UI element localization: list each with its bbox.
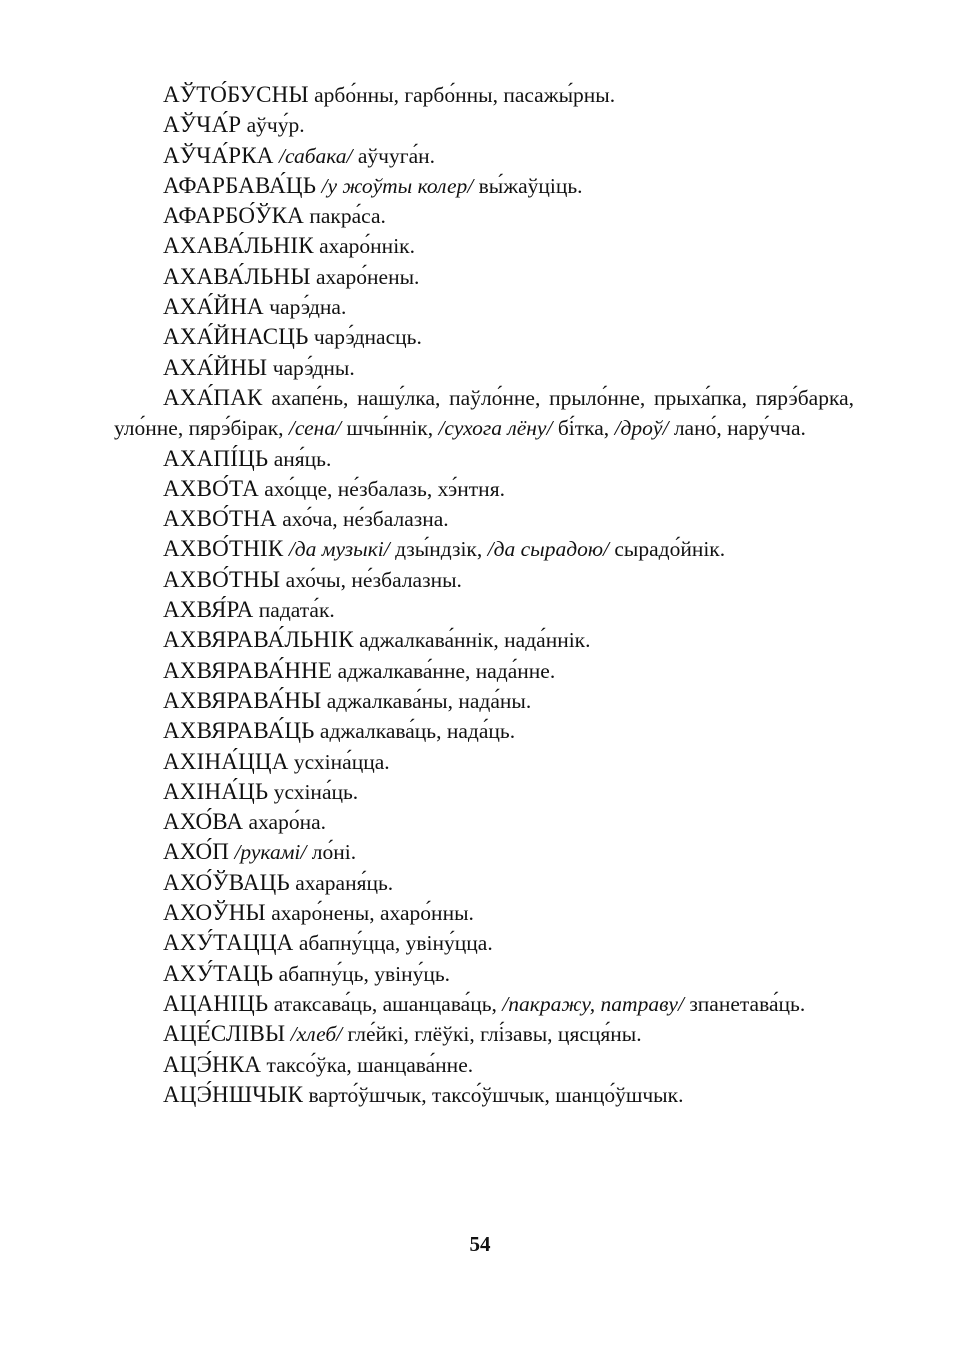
- entry-synonyms: ахаро́ннік.: [313, 234, 415, 259]
- entry-headword: АХІНА́ЦЦА: [163, 748, 289, 774]
- dictionary-entry: [114, 231, 854, 261]
- entry-headword: АХВЯРАВА́ЛЬНІК: [163, 627, 354, 653]
- entry-synonyms: гле́йкі, глёўкі, глі́завы, цясця́ны.: [342, 1022, 642, 1047]
- entry-synonyms: атаксава́ць, ашанцава́ць,: [268, 991, 503, 1016]
- entry-synonyms: ахо́чы, не́збалазны.: [280, 567, 462, 592]
- entry-synonyms: зпанетава́ць.: [683, 991, 806, 1016]
- entry-synonyms: аўчу́р.: [241, 113, 305, 138]
- entry-headword: АЎЧА́Р: [163, 112, 242, 138]
- dictionary-entry: [114, 201, 854, 231]
- entry-headword: АФАРБО́ЎКА: [163, 203, 304, 229]
- entry-synonyms: таксо́ўка, шанцава́нне.: [261, 1052, 474, 1077]
- dictionary-entry: [114, 534, 854, 564]
- usage-note: /у жоўты колер/: [321, 173, 474, 198]
- entry-synonyms: усхіна́ць.: [268, 779, 359, 804]
- dictionary-entry: [114, 807, 854, 837]
- entry-headword: АХА́ЙНАСЦЬ: [163, 324, 309, 350]
- entry-headword: АХА́ЙНА: [163, 294, 264, 320]
- entry-headword: АЎЧА́РКА: [163, 142, 274, 168]
- entry-synonyms: ахо́цце, не́збалазь, хэ́нтня.: [258, 476, 505, 501]
- dictionary-entry: [114, 686, 854, 716]
- entry-headword: АХУ́ТАЦЬ: [163, 960, 274, 986]
- entry-synonyms: аўчуга́н.: [352, 143, 435, 168]
- dictionary-entry: [114, 322, 854, 352]
- entry-headword: АХВО́ТА: [163, 475, 259, 501]
- entry-headword: АХВЯ́РА: [163, 597, 254, 623]
- entry-synonyms: аня́ць.: [268, 446, 332, 471]
- entry-synonyms: ахо́ча, не́збалазна.: [276, 507, 449, 532]
- entry-headword: АЦЭ́НШЧЫК: [163, 1081, 304, 1107]
- entry-synonyms: варто́ўшчык, таксо́ўшчык, шанцо́ўшчык.: [303, 1082, 684, 1107]
- dictionary-entry: [114, 504, 854, 534]
- entry-headword: АХА́ПАК: [163, 384, 263, 410]
- dictionary-entry: [114, 989, 854, 1019]
- dictionary-entry: [114, 625, 854, 655]
- entry-headword: АХОЎНЫ: [163, 900, 266, 926]
- entry-headword: АЦЭ́НКА: [163, 1051, 262, 1077]
- entry-synonyms: дзы́ндзік,: [389, 537, 488, 562]
- dictionary-entry: [114, 747, 854, 777]
- entry-synonyms: падата́к.: [253, 598, 335, 623]
- entry-headword: АХАВА́ЛЬНЫ: [163, 263, 311, 289]
- entry-synonyms: ахаро́нены.: [310, 264, 420, 289]
- entry-headword: АХІНА́ЦЬ: [163, 778, 269, 804]
- entry-headword: АХВО́ТНЫ: [163, 566, 281, 592]
- entry-synonyms: абапну́ць, увіну́ць.: [273, 961, 451, 986]
- dictionary-entry: [114, 565, 854, 595]
- entry-synonyms: абапну́цца, увіну́цца.: [293, 931, 493, 956]
- dictionary-entry: [114, 474, 854, 504]
- entry-synonyms: ахапе́нь, нашу́лка, паўло́нне, прыло́нне, прыха́пка, пярэ́барка, уло́нне, пярэ́бірак,: [114, 385, 854, 441]
- entry-synonyms: арбо́нны, гарбо́нны, пасажы́рны.: [308, 83, 616, 107]
- entry-synonyms: ахараня́ць.: [289, 870, 394, 895]
- entry-synonyms: аджалкава́ннік, нада́ннік.: [353, 628, 591, 653]
- dictionary-entry: [114, 656, 854, 686]
- entry-headword: АХО́ВА: [163, 809, 244, 835]
- entry-headword: АЦАНІЦЬ: [163, 990, 269, 1016]
- usage-note: /сена/: [288, 416, 342, 441]
- dictionary-entry: [114, 80, 854, 110]
- entry-headword: АХВО́ТНІК: [163, 536, 284, 562]
- entry-synonyms: пакра́са.: [303, 204, 386, 229]
- usage-note: /да музыкі/: [288, 537, 390, 562]
- entry-synonyms: лано́, нару́чча.: [668, 416, 806, 441]
- entry-headword: АХВЯРАВА́НЫ: [163, 687, 322, 713]
- entry-headword: АХА́ЙНЫ: [163, 354, 268, 380]
- entry-headword: АХУ́ТАЦЦА: [163, 930, 294, 956]
- entry-synonyms: чарэ́дна.: [263, 295, 347, 320]
- dictionary-entry: [114, 383, 854, 444]
- dictionary-entry: [114, 1080, 854, 1110]
- entry-synonyms: сырадо́йнік.: [608, 537, 726, 562]
- dictionary-entry: [114, 959, 854, 989]
- entry-synonyms: аджалкава́ць, нада́ць.: [314, 719, 516, 744]
- dictionary-entry: [114, 928, 854, 958]
- entry-synonyms: бі́тка,: [552, 416, 615, 441]
- usage-note: /сухога лёну/: [438, 416, 553, 441]
- dictionary-entry: [114, 444, 854, 474]
- entry-headword: АФАРБАВА́ЦЬ: [163, 172, 317, 198]
- dictionary-entry: [114, 353, 854, 383]
- dictionary-entry: [114, 1050, 854, 1080]
- entry-synonyms: ахаро́нены, ахаро́нны.: [265, 901, 474, 926]
- entry-synonyms: аджалкава́нне, нада́нне.: [332, 658, 556, 683]
- usage-note: /да сырадою/: [487, 537, 609, 562]
- dictionary-entry: [114, 171, 854, 201]
- entry-headword: АЦЕ́СЛІВЫ: [163, 1021, 286, 1047]
- dictionary-entry: [114, 110, 854, 140]
- entry-synonyms: чарэ́днасць.: [308, 325, 422, 350]
- entry-headword: АХО́П: [163, 839, 230, 865]
- entry-headword: АЎТО́БУСНЫ: [163, 82, 309, 107]
- entry-synonyms: вы́жаўціць.: [473, 173, 583, 198]
- entry-headword: АХВЯРАВА́ЦЬ: [163, 718, 315, 744]
- dictionary-entry: [114, 777, 854, 807]
- entry-synonyms: чарэ́дны.: [267, 355, 355, 380]
- entry-headword: АХО́ЎВАЦЬ: [163, 869, 290, 895]
- entry-synonyms: ло́ні.: [306, 840, 357, 865]
- usage-note: /сабака/: [278, 143, 353, 168]
- dictionary-entry: [114, 868, 854, 898]
- dictionary-entry: [114, 1019, 854, 1049]
- entry-synonyms: шчы́ннік,: [341, 416, 439, 441]
- entry-synonyms: аджалкава́ны, нада́ны.: [321, 688, 532, 713]
- entry-headword: АХАВА́ЛЬНІК: [163, 233, 314, 259]
- dictionary-entry: [114, 595, 854, 625]
- dictionary-page: [114, 80, 854, 1110]
- dictionary-entry: [114, 716, 854, 746]
- usage-note: /хлеб/: [290, 1022, 343, 1047]
- dictionary-entry: [114, 141, 854, 171]
- entry-headword: АХАПІ́ЦЬ: [163, 445, 269, 471]
- entry-headword: АХВО́ТНА: [163, 506, 277, 532]
- usage-note: /дроў/: [614, 416, 669, 441]
- dictionary-entry: [114, 898, 854, 928]
- entry-synonyms: усхіна́цца.: [288, 749, 390, 774]
- entry-synonyms: ахаро́на.: [243, 810, 327, 835]
- dictionary-entry: [114, 837, 854, 867]
- dictionary-entry: [114, 292, 854, 322]
- usage-note: /рукамі/: [234, 840, 307, 865]
- dictionary-entry: [114, 262, 854, 292]
- usage-note: /пакражу, патраву/: [502, 991, 684, 1016]
- entry-headword: АХВЯРАВА́ННЕ: [163, 657, 333, 683]
- page-number: 54: [469, 1232, 491, 1256]
